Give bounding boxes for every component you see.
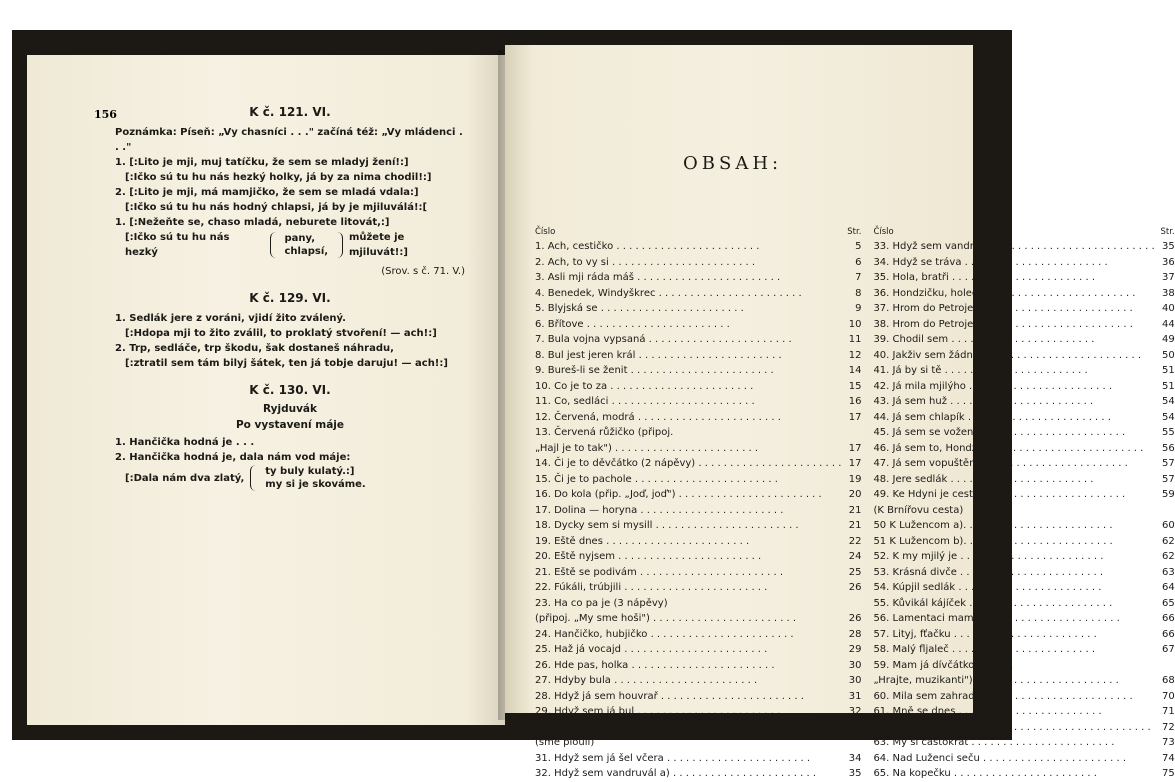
toc-entry-title: 37. Hrom do Petroje a) . . .	[873, 301, 1154, 317]
toc-entry-title: 61. Mně se dnes . . .	[873, 704, 1154, 720]
section-heading: K č. 129. VI.	[249, 291, 331, 305]
toc-entry	[535, 348, 861, 364]
left-brace	[250, 465, 259, 491]
column-header	[873, 227, 1174, 237]
toc-entry-title: 12. Červená, modrá . . .	[535, 410, 841, 426]
toc-entry-page: 63	[1161, 566, 1175, 578]
toc-entry-page: 9	[855, 303, 862, 314]
toc-entry	[873, 658, 1174, 674]
toc-entry-page: 22	[848, 535, 862, 547]
toc-entry-title: 44. Já sem chlapík . . .	[873, 410, 1154, 426]
text-line: [:Ičko sú tu hu nás hodný chlapsi, já by je mjiluválá!:[	[125, 202, 428, 213]
toc-entry-page: 60	[1161, 520, 1175, 531]
toc-entry	[873, 518, 1174, 534]
toc-entry-page: 35	[1161, 241, 1175, 252]
toc-entry-title: 22. Fúkáli, trúbjili . . .	[535, 580, 841, 596]
toc-entry-page: 66	[1161, 613, 1175, 624]
toc-entry	[873, 456, 1174, 472]
toc-entry-page: 62	[1161, 535, 1175, 547]
section-130	[115, 383, 465, 491]
page-number: 156	[94, 108, 117, 121]
toc-entry-page: 74	[1161, 752, 1175, 764]
column-header-number: Číslo	[535, 227, 556, 237]
toc-entry-title: 34. Hdyž se tráva . . .	[873, 255, 1154, 271]
toc-entry	[873, 673, 1174, 689]
toc-entry	[535, 503, 861, 519]
toc-entry-page: 6	[855, 256, 862, 268]
toc-entry	[535, 642, 861, 658]
table-of-contents	[535, 227, 1175, 782]
toc-entry-page: 30	[848, 659, 862, 671]
toc-entry-page: 57	[1161, 458, 1175, 469]
toc-entry-title: 64. Nad Luženci seču . . .	[873, 751, 1154, 767]
toc-entry	[873, 255, 1174, 271]
toc-entry	[873, 394, 1174, 410]
toc-entry-page: 20	[848, 489, 862, 500]
toc-entry	[873, 270, 1174, 286]
toc-entry-page: 35	[848, 768, 862, 779]
toc-entry-page: 26	[848, 582, 862, 593]
toc-entry-page: 62	[1161, 551, 1175, 562]
toc-entry-title: 18. Dycky sem si mysill . . .	[535, 518, 841, 534]
toc-entry	[535, 379, 861, 395]
toc-entry	[535, 627, 861, 643]
toc-entry-title: 15. Či je to pachole . . .	[535, 472, 841, 488]
toc-entry-title: 59. Mam já dívčátko (připoj.	[873, 659, 1014, 671]
toc-entry	[535, 363, 861, 379]
toc-entry-title: 27. Hdyby bula . . .	[535, 673, 841, 689]
toc-entry	[873, 363, 1174, 379]
toc-entry-title: 23. Ha co pa je (3 nápěvy)	[535, 597, 668, 609]
toc-entry-title: 60. Mila sem zahradku . . .	[873, 689, 1154, 705]
toc-entry-title: 7. Bula vojna vypsaná . . .	[535, 332, 841, 348]
toc-entry	[535, 301, 861, 317]
toc-entry-title: (sme plouli)	[535, 737, 595, 748]
toc-entry	[873, 410, 1174, 426]
toc-entry-page: 11	[848, 334, 862, 345]
text-line: 1. Hančička hodná je . . .	[115, 437, 255, 448]
right-page	[505, 45, 1175, 779]
toc-entry-page: 28	[848, 628, 862, 640]
toc-entry-page: 17	[848, 458, 862, 469]
toc-entry-page	[1155, 503, 1175, 519]
toc-entry-title: 30. Hdyž sem já šel . . .	[535, 720, 841, 736]
brace-option: pany,	[284, 233, 316, 244]
toc-entry	[873, 580, 1174, 596]
brace-option: chlapsí,	[284, 246, 329, 257]
toc-entry	[873, 704, 1174, 720]
toc-entry-title: 3. Asli mji ráda máš . . .	[535, 270, 841, 286]
toc-entry-title: 10. Co je to za . . .	[535, 379, 841, 395]
subheading: Ryjduvák	[263, 403, 317, 415]
toc-entry-title: 14. Či je to děvčátko (2 nápěvy) . . .	[535, 456, 841, 472]
toc-entry	[873, 534, 1174, 550]
toc-column-left	[535, 227, 861, 782]
toc-entry-page: 73	[1161, 737, 1175, 748]
toc-entry-page: 34	[848, 752, 862, 764]
toc-entry	[535, 456, 861, 472]
toc-entry-page: 54	[1161, 396, 1175, 407]
right-brace	[334, 232, 343, 258]
brace-option: my si je skováme.	[265, 479, 366, 490]
toc-entry-title: 19. Eště dnes . . .	[535, 534, 841, 550]
toc-entry	[535, 596, 861, 612]
toc-entry-title: (připoj. „My sme hoši") . . .	[535, 611, 841, 627]
toc-entry	[873, 286, 1174, 302]
toc-entry	[873, 425, 1174, 441]
toc-entry	[535, 549, 861, 565]
toc-entry-page: 37	[1161, 272, 1175, 283]
toc-entry-page: 55	[1161, 427, 1175, 438]
toc-entry-title: 35. Hola, bratři . . .	[873, 270, 1154, 286]
text-line: [:ztratil sem tám bilyj šátek, ten já tobje daruju! — ach!:]	[125, 358, 448, 369]
toc-entry-title: 4. Benedek, Windyškrec . . .	[535, 286, 841, 302]
brace-prefix: [:Ičko sú tu hu nás hezký	[125, 232, 230, 258]
toc-entry-page: 66	[1161, 628, 1175, 640]
toc-entry	[873, 348, 1174, 364]
toc-entry-page: 57	[1161, 473, 1175, 485]
text-line: 1. [:Lito je mji, muj tatíčku, že sem se mladyj žení!:]	[115, 157, 409, 168]
toc-entry-page: 51	[1161, 380, 1175, 392]
toc-entry-page: 14	[848, 365, 862, 376]
toc-entry-page: 19	[848, 473, 862, 485]
text-line: [:Hdopa mji to žito zválil, to proklatý stvoření! — ach!:]	[125, 328, 437, 339]
toc-entry-page: 24	[848, 551, 862, 562]
toc-entry	[873, 611, 1174, 627]
toc-entry	[873, 332, 1174, 348]
brace-prefix: [:Dala nám dva zlatý,	[125, 472, 245, 484]
toc-entry-title: 21. Eště se podivám . . .	[535, 565, 841, 581]
toc-entry	[535, 735, 861, 751]
text-line: Poznámka: Píseň: „Vy chasníci . . ." začíná též: „Vy mládenci . . ."	[115, 127, 463, 153]
section-121	[115, 105, 465, 277]
brace-line	[115, 465, 465, 491]
toc-entry-page: 36	[1161, 256, 1175, 268]
toc-entry-page	[1155, 658, 1175, 674]
toc-entry	[535, 239, 861, 255]
toc-entry-page: 25	[848, 566, 862, 578]
toc-entry-title: 24. Hančičko, hubjičko . . .	[535, 627, 841, 643]
column-header-page: Str.	[847, 227, 862, 237]
brace-line	[115, 230, 465, 260]
toc-entry-page: 68	[1161, 675, 1175, 686]
toc-entry-title: 48. Jere sedlák . . .	[873, 472, 1154, 488]
toc-entry-page: 12	[848, 349, 862, 361]
toc-entry	[535, 689, 861, 705]
toc-entry-title: 1. Ach, cestičko . . .	[535, 239, 841, 255]
toc-entry-title: 62. Modrý voči (2 nápěvy) . . .	[873, 720, 1154, 736]
toc-entry	[535, 720, 861, 736]
toc-entry	[873, 766, 1174, 782]
brace-options	[265, 465, 365, 491]
subheading: Po vystavení máje	[235, 419, 345, 431]
toc-entry-page: 26	[848, 613, 862, 624]
toc-entry-title: 49. Ke Hdyni je cesta . . .	[873, 487, 1154, 503]
toc-entry	[873, 487, 1174, 503]
toc-entry	[873, 239, 1174, 255]
toc-entry-page: 21	[848, 504, 862, 516]
toc-entry	[873, 565, 1174, 581]
toc-entry-page: 67	[1161, 644, 1175, 655]
toc-entry-page: 17	[848, 442, 862, 454]
toc-entry-page: 33	[848, 721, 862, 733]
toc-entry-title: 55. Kůvikál kájíček . . .	[873, 596, 1154, 612]
toc-entry-page: 72	[1161, 721, 1175, 733]
toc-entry	[535, 425, 861, 441]
toc-entry-title: 46. Já sem to, Hondzičku . . .	[873, 441, 1154, 457]
toc-entry-title: 53. Krásná divče . . .	[873, 565, 1154, 581]
toc-entry-title: 11. Co, sedláci . . .	[535, 394, 841, 410]
toc-entry	[535, 751, 861, 767]
toc-entry-page: 21	[848, 520, 862, 531]
toc-entry-title: 5. Blyjská se . . .	[535, 301, 841, 317]
toc-entry-title: 9. Bureš-li se ženit . . .	[535, 363, 841, 379]
toc-entry-title: 16. Do kola (přip. „Joď, joď") . . .	[535, 487, 841, 503]
toc-entry	[535, 580, 861, 596]
toc-entry	[535, 472, 861, 488]
toc-entry-title: 65. Na kopečku . . .	[873, 766, 1154, 782]
toc-entry-page: 7	[855, 272, 862, 283]
toc-entry	[535, 565, 861, 581]
toc-entry-title: (K Brnířovu cesta)	[873, 504, 964, 516]
toc-entry-title: 45. Já sem se voženil . . .	[873, 425, 1154, 441]
toc-entry	[535, 317, 861, 333]
text-line: 2. [:Lito je mji, má mamjičko, že sem se mladá vdala:]	[115, 187, 419, 198]
toc-entry	[535, 270, 861, 286]
toc-entry-page: 50	[1161, 349, 1175, 361]
toc-entry-page: 40	[1161, 303, 1175, 314]
toc-entry-title: 41. Já by si tě . . .	[873, 363, 1154, 379]
toc-entry-page: 31	[848, 690, 862, 702]
toc-entry	[873, 751, 1174, 767]
toc-entry-title: 58. Malý fljaleč . . .	[873, 642, 1154, 658]
toc-entry	[873, 301, 1174, 317]
toc-entry-page: 32	[848, 706, 862, 717]
text-line: 1. Sedlák jere z voráni, vjidí žito zválený.	[115, 313, 346, 324]
text-line: 2. Hančička hodná je, dala nám vod máje:	[115, 452, 351, 463]
column-header-page: Str.	[1160, 227, 1175, 237]
toc-entry-title: 40. Jakživ sem žádnýmu . . .	[873, 348, 1154, 364]
text-line: 2. Trp, sedláče, trp škodu, šak dostaneš náhradu,	[115, 343, 394, 354]
toc-entry-title: 13. Červená růžičko (připoj.	[535, 427, 674, 438]
toc-entry-title: 47. Já sem vopuštěná . . .	[873, 456, 1154, 472]
toc-entry-title: 52. K my mjilý je . . .	[873, 549, 1154, 565]
toc-entry	[535, 332, 861, 348]
toc-entry-page: 49	[1161, 334, 1175, 345]
toc-entry-title: 25. Haž já vocajd . . .	[535, 642, 841, 658]
toc-entry-page: 10	[848, 318, 862, 330]
toc-entry-title: 50 K Lužencom a). . . .	[873, 518, 1154, 534]
toc-entry	[535, 766, 861, 782]
column-header	[535, 227, 861, 237]
toc-entry-page: 70	[1161, 690, 1175, 702]
toc-entry-title: 20. Eště nyjsem . . .	[535, 549, 841, 565]
toc-entry-page	[841, 735, 861, 751]
toc-entry-title: 56. Lamentaci mam . . .	[873, 611, 1154, 627]
toc-entry-page: 75	[1161, 768, 1175, 779]
toc-entry	[873, 549, 1174, 565]
toc-entry-page: 15	[848, 380, 862, 392]
toc-entry-page: 17	[848, 411, 862, 423]
toc-entry	[873, 503, 1174, 519]
toc-entry-title: 57. Lityj, fťačku . . .	[873, 627, 1154, 643]
toc-entry-title: 63. My si častokrat . . .	[873, 735, 1154, 751]
toc-entry-page	[841, 425, 861, 441]
toc-entry-title: 17. Dolina — horyna . . .	[535, 503, 841, 519]
toc-entry-title: 2. Ach, to vy si . . .	[535, 255, 841, 271]
section-heading: K č. 121. VI.	[249, 105, 331, 119]
toc-entry	[873, 720, 1174, 736]
toc-entry-title: 38. Hrom do Petroje b) . . .	[873, 317, 1154, 333]
toc-entry	[873, 735, 1174, 751]
toc-entry	[535, 518, 861, 534]
text-line: [:Ičko sú tu hu nás hezký holky, já by za nima chodil!:]	[125, 172, 432, 183]
toc-entry-page: 5	[855, 241, 862, 252]
toc-entry	[873, 317, 1174, 333]
toc-entry	[535, 255, 861, 271]
toc-entry-title: 31. Hdyž sem já šel včera . . .	[535, 751, 841, 767]
cross-reference: (Srov. s č. 71. V.)	[381, 266, 465, 277]
toc-entry	[535, 286, 861, 302]
toc-entry	[873, 596, 1174, 612]
toc-entry-title: „Hrajte, muzikanti") . . .	[873, 673, 1154, 689]
toc-entry	[535, 487, 861, 503]
toc-entry-page: 30	[848, 675, 862, 686]
toc-entry	[535, 441, 861, 457]
toc-entry-title: „Hajl je to tak") . . .	[535, 441, 841, 457]
toc-entry	[873, 472, 1174, 488]
toc-entry-title: 39. Chodil sem . . .	[873, 332, 1154, 348]
toc-entry	[873, 689, 1174, 705]
toc-entry	[535, 410, 861, 426]
toc-entry-page: 16	[848, 396, 862, 407]
toc-entry-title: 8. Bul jest jeren král . . .	[535, 348, 841, 364]
toc-entry	[535, 394, 861, 410]
toc-column-right	[873, 227, 1174, 782]
toc-entry-page: 29	[848, 644, 862, 655]
toc-entry-page: 44	[1161, 318, 1175, 330]
toc-entry-title: 54. Kúpjil sedlák . . .	[873, 580, 1154, 596]
column-header-number: Číslo	[873, 227, 894, 237]
toc-entry-title: 42. Já mila mjilýho . . .	[873, 379, 1154, 395]
toc-entry	[873, 379, 1174, 395]
toc-entry	[535, 611, 861, 627]
toc-entry-page: 54	[1161, 411, 1175, 423]
left-page	[27, 55, 505, 725]
toc-entry	[535, 534, 861, 550]
brace-suffix: můžete je mjiluvát!:]	[348, 232, 408, 258]
toc-entry-title: 36. Hondzičku, holečku . . .	[873, 286, 1154, 302]
toc-entry-title: 6. Břítove . . .	[535, 317, 841, 333]
toc-entry-page: 59	[1161, 489, 1175, 500]
toc-entry-page: 38	[1161, 287, 1175, 299]
toc-entry-page: 64	[1161, 582, 1175, 593]
toc-entry	[873, 627, 1174, 643]
toc-entry-title: 26. Hde pas, holka . . .	[535, 658, 841, 674]
toc-entry	[535, 673, 861, 689]
brace-option: ty buly kulatý.:]	[265, 466, 355, 477]
toc-entry-title: 28. Hdyž já sem houvrař . . .	[535, 689, 841, 705]
page-title: OBSAH:	[683, 153, 783, 174]
toc-entry-title: 51 K Lužencom b). . . .	[873, 534, 1154, 550]
toc-entry-title: 32. Hdyž sem vandruvál a) . . .	[535, 766, 841, 782]
brace-options	[285, 232, 329, 258]
toc-entry	[873, 642, 1174, 658]
toc-entry-page: 56	[1161, 442, 1175, 454]
toc-entry-page	[841, 596, 861, 612]
toc-entry-page: 51	[1161, 365, 1175, 376]
section-heading: K č. 130. VI.	[249, 383, 331, 397]
toc-entry-title: 33. Hdyž sem vandruvál b) . . .	[873, 239, 1154, 255]
section-129	[115, 291, 465, 371]
toc-entry-title: 43. Já sem huž . . .	[873, 394, 1154, 410]
toc-entry-title: 29. Hdyž sem já bul . . .	[535, 704, 841, 720]
toc-entry-page: 65	[1161, 597, 1175, 609]
toc-entry-page: 8	[855, 287, 862, 299]
text-line: 1. [:Nežeňte se, chaso mladá, neburete litovát,:]	[115, 217, 390, 228]
toc-entry-page: 71	[1161, 706, 1175, 717]
toc-entry	[535, 704, 861, 720]
toc-entry	[873, 441, 1174, 457]
left-brace	[270, 232, 279, 258]
toc-entry	[535, 658, 861, 674]
